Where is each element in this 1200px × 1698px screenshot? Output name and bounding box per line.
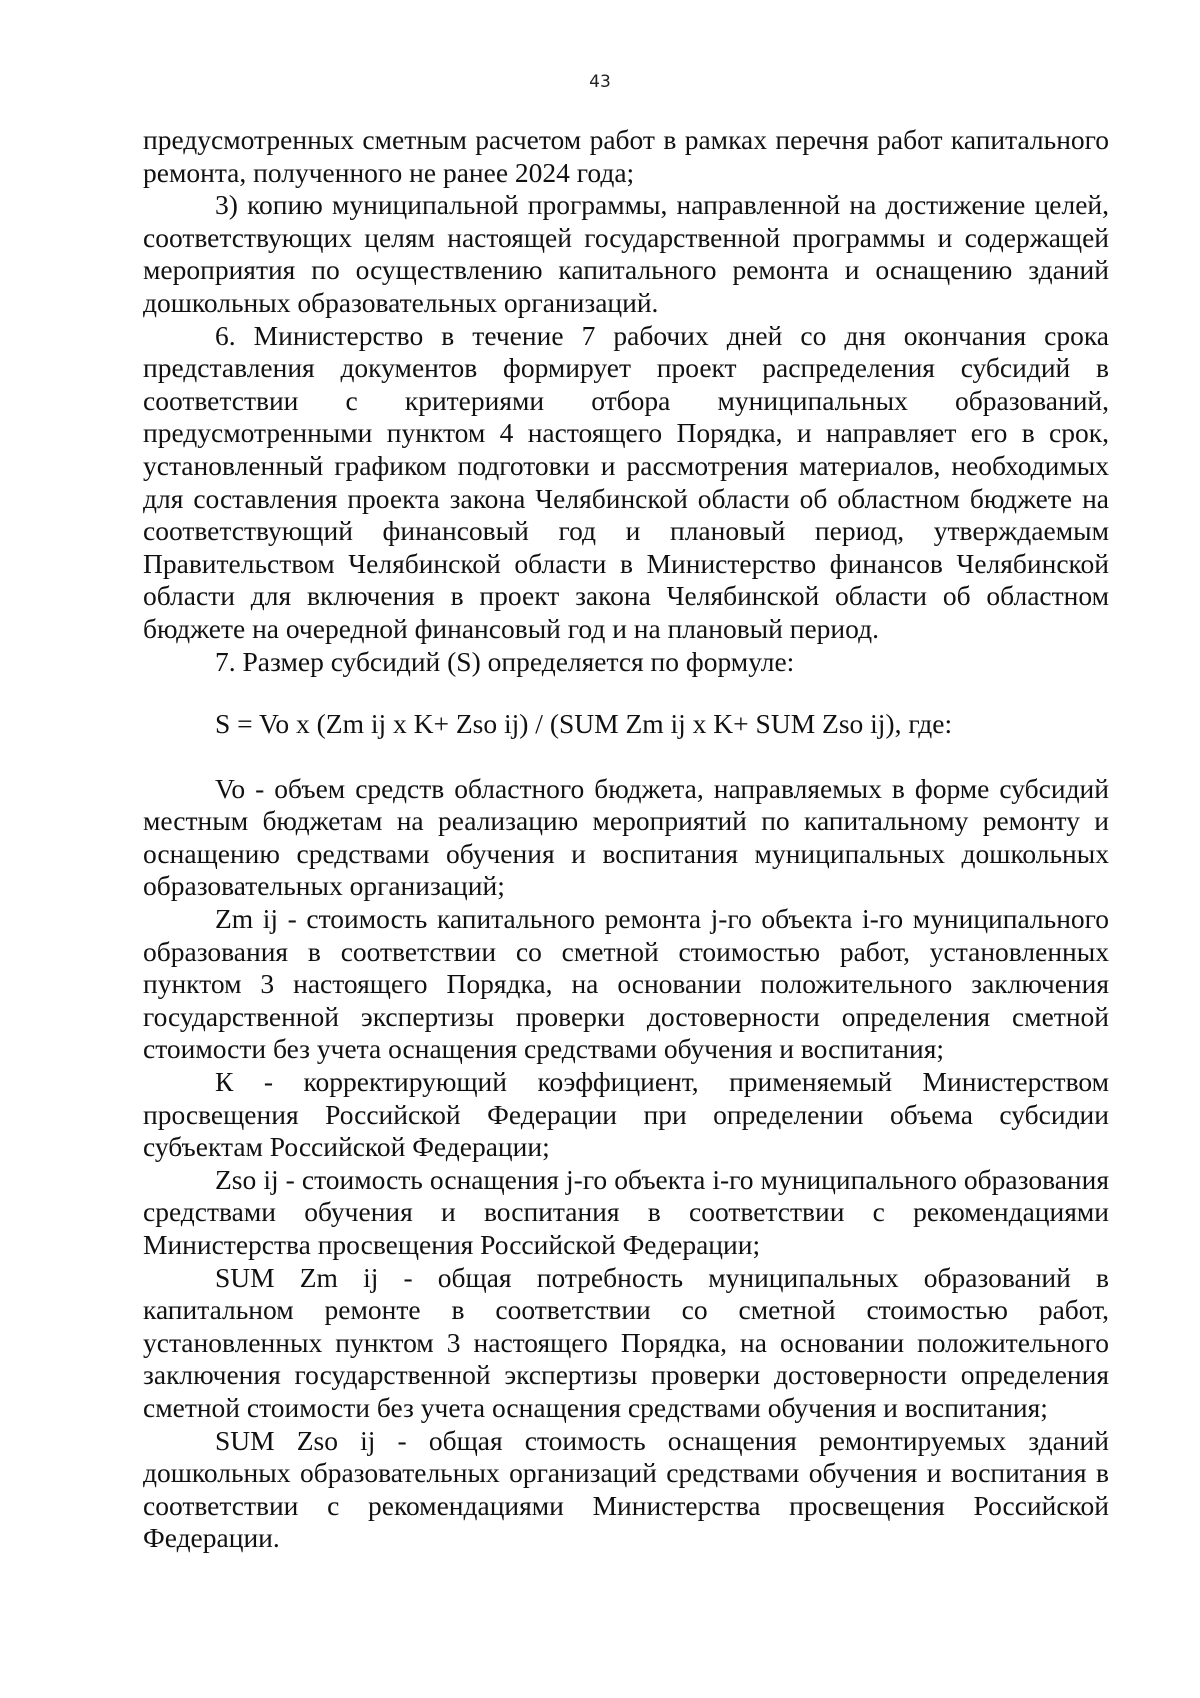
definition-sum-zso-ij: SUM Zso ij - общая стоимость оснащения ремонтируемых зданий дошкольных образовательных организаций средствами обучения и воспитания в соответствии с рекомендациями Министерства просвещения Российской Федерации. (143, 1424, 1109, 1554)
paragraph-clause-7: 7. Размер субсидий (S) определяется по формуле: (215, 645, 795, 677)
subsidy-formula: S = Vo x (Zm ij x K+ Zso ij) / (SUM Zm ij x K+ SUM Zso ij), где: (215, 708, 953, 740)
paragraph-clause-6: 6. Министерство в течение 7 рабочих дней со дня окончания срока представления документов формирует проект распределения субсидий в соответствии с критериями отбора муниципальных образований, предусмотренными пунктом 4 настоящего Порядка, и направляет его в срок, установленный графиком подготовки и рассмотрения материалов, необходимых для составления проекта закона Челябинской области об областном бюджете на соответствующий финансовый год и плановый период, утверждаемым Правительством Челябинской области в Министерство финансов Челябинской области для включения в проект закона Челябинской области об областном бюджете на очередной финансовый год и на плановый период. (143, 319, 1109, 644)
paragraph-continuation: предусмотренных сметным расчетом работ в рамках перечня работ капитального ремонта, полученного не ранее 2024 года; (143, 124, 1109, 188)
document-body (143, 124, 1109, 1555)
page-number: 43 (589, 72, 611, 92)
definition-zm-ij: Zm ij - стоимость капитального ремонта j-го объекта i-го муниципального образования в соответствии со сметной стоимостью работ, установленных пунктом 3 настоящего Порядка, на основании положительного заключения государственной экспертизы проверки достоверности определения сметной стоимости без учета оснащения средствами обучения и воспитания; (143, 903, 1109, 1065)
definition-zso-ij: Zso ij - стоимость оснащения j-го объекта i-го муниципального образования средствами обучения и воспитания в соответствии с рекомендациями Министерства просвещения Российской Федерации; (143, 1163, 1109, 1260)
definition-sum-zm-ij: SUM Zm ij - общая потребность муниципальных образований в капитальном ремонте в соответствии со сметной стоимостью работ, установленных пунктом 3 настоящего Порядка, на основании положительного заключения государственной экспертизы проверки достоверности определения сметной стоимости без учета оснащения средствами обучения и воспитания; (143, 1261, 1109, 1423)
definition-k: К - корректирующий коэффициент, применяемый Министерством просвещения Российской Федерации при определении объема субсидии субъектам Российской Федерации; (143, 1066, 1109, 1163)
definition-vo: Vo - объем средств областного бюджета, направляемых в форме субсидий местным бюджетам на реализацию мероприятий по капитальному ремонту и оснащению средствами обучения и воспитания муниципальных дошкольных образовательных организаций; (143, 772, 1109, 902)
paragraph-item-3: 3) копию муниципальной программы, направленной на достижение целей, соответствующих целям настоящей государственной программы и содержащей мероприятия по осуществлению капитального ремонта и оснащению зданий дошкольных образовательных организаций. (143, 189, 1109, 318)
